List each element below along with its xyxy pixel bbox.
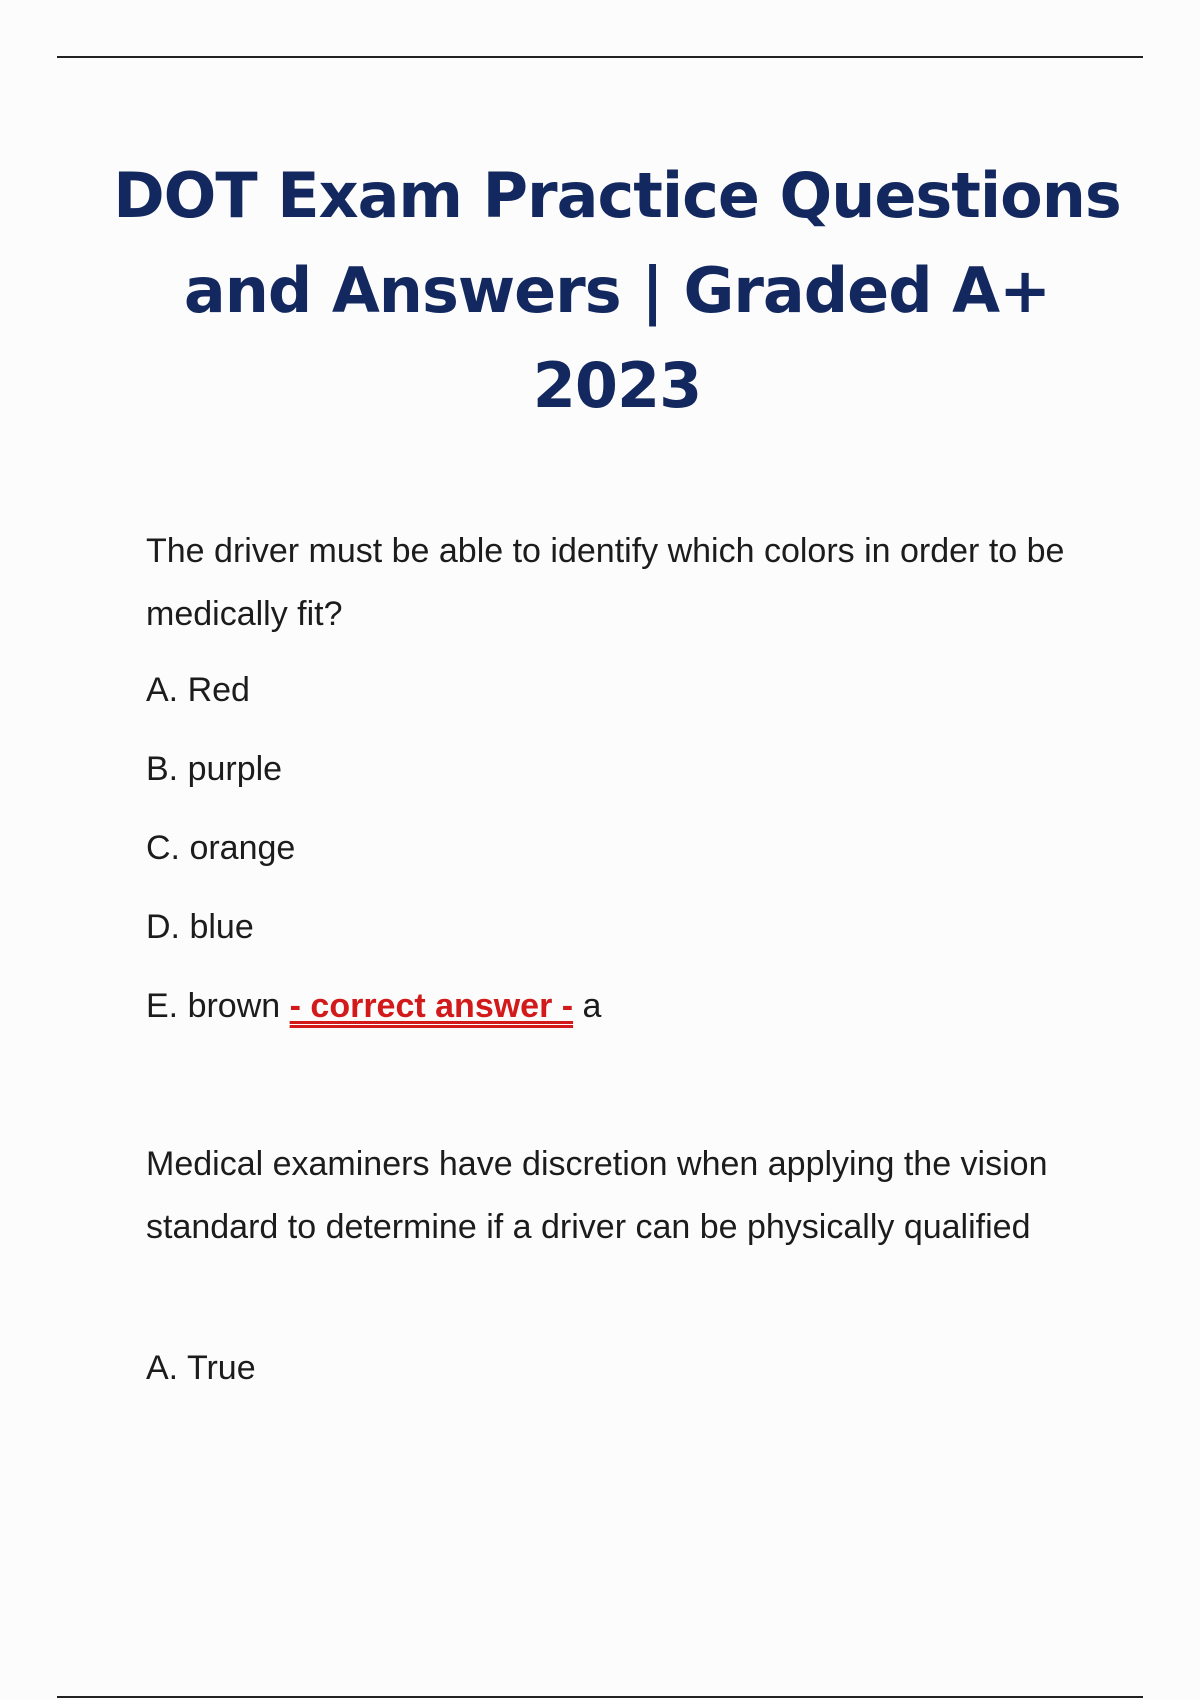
answer-option-with-answer (146, 986, 601, 1026)
top-divider (57, 56, 1143, 58)
correct-answer-value: a (582, 987, 602, 1025)
title-line: and Answers | Graded A+ (183, 254, 1051, 327)
answer-option: B. purple (146, 750, 283, 788)
answer-option: D. blue (146, 908, 254, 946)
bottom-divider (57, 1696, 1143, 1698)
answer-option: A. True (146, 1349, 256, 1387)
answer-option: C. orange (146, 829, 296, 867)
question-text: The driver must be able to identify which colors in order to be medically fit? (146, 532, 1065, 633)
title-line: DOT Exam Practice Questions (113, 159, 1121, 232)
answer-option: A. Red (146, 671, 250, 709)
document-title (100, 148, 1134, 433)
answer-option-text: E. brown (146, 987, 281, 1025)
title-line: 2023 (532, 349, 702, 422)
question-text: Medical examiners have discretion when applying the vision standard to determine if a driver can be physically qualified (146, 1145, 1048, 1246)
correct-answer-label: - correct answer - (289, 987, 574, 1025)
